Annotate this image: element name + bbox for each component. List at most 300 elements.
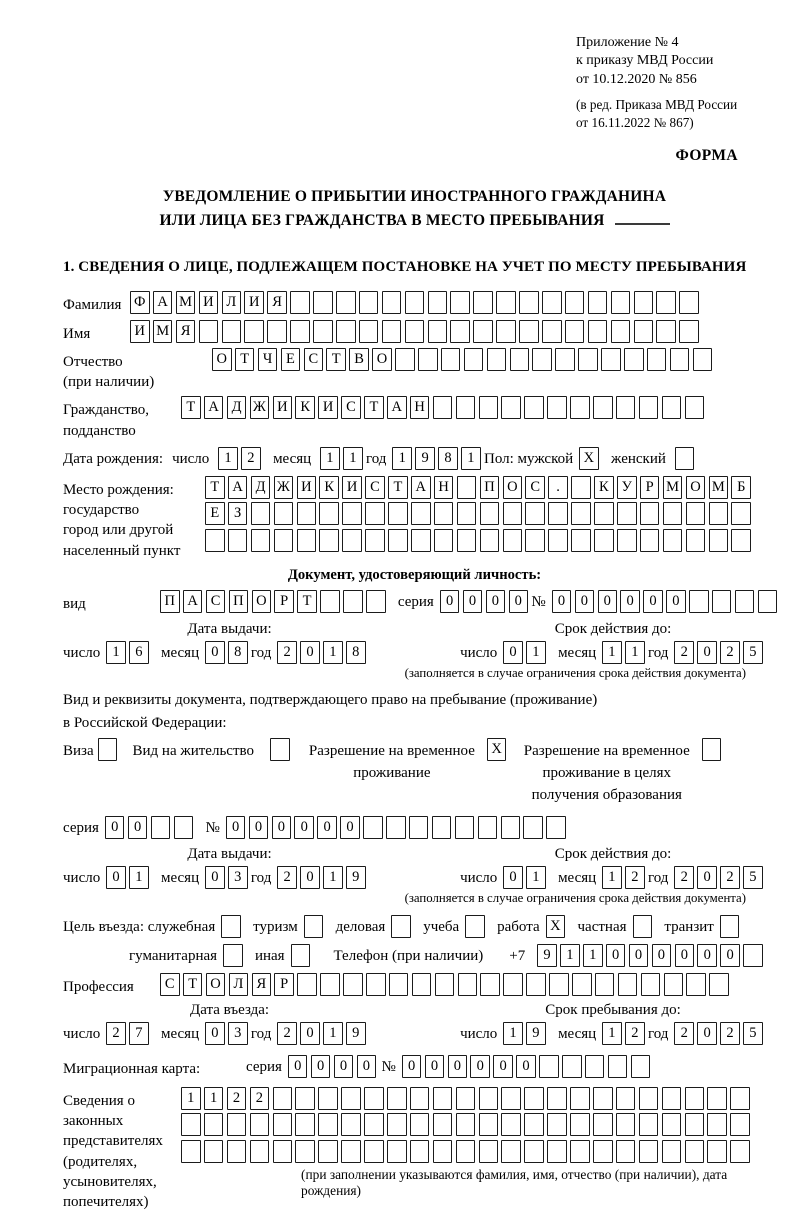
form-cell xyxy=(663,502,683,525)
form-cell xyxy=(640,502,660,525)
form-cell: 2 xyxy=(241,447,261,470)
form-cell xyxy=(319,529,339,552)
form-cell: О xyxy=(686,476,706,499)
form-cell xyxy=(519,320,539,343)
form-cell xyxy=(251,529,271,552)
form-cell xyxy=(501,396,521,419)
stay-day-cells[interactable] xyxy=(503,1022,549,1045)
form-cell xyxy=(295,1140,315,1163)
birth-day-cells[interactable] xyxy=(218,447,264,470)
form-cell: 1 xyxy=(461,447,481,470)
form-cell xyxy=(297,502,317,525)
form-cell: 0 xyxy=(226,816,246,839)
form-cell: 0 xyxy=(643,590,663,613)
form-cell: 2 xyxy=(720,866,740,889)
temp-permit-checkbox[interactable] xyxy=(487,738,510,761)
form-cell: 9 xyxy=(526,1022,546,1045)
form-cell xyxy=(313,291,333,314)
form-cell xyxy=(663,529,683,552)
form-cell xyxy=(624,348,644,371)
permit-issue-year-cells[interactable] xyxy=(277,866,369,889)
purpose-humanitarian-checkbox[interactable] xyxy=(223,944,246,967)
purpose-humanitarian-label: гуманитарная xyxy=(129,948,218,965)
form-cell xyxy=(555,348,575,371)
form-cell xyxy=(549,973,569,996)
form-cell: 1 xyxy=(602,641,622,664)
edu-permit-label: Разрешение на временное проживание в целях получения образования xyxy=(523,743,690,803)
form-cell: 1 xyxy=(323,641,343,664)
form-cell xyxy=(709,502,729,525)
form-cell: 9 xyxy=(415,447,435,470)
form-cell: 1 xyxy=(503,1022,523,1045)
form-cell: 1 xyxy=(323,866,343,889)
given-name-cells[interactable] xyxy=(130,320,702,343)
form-cell xyxy=(364,1140,384,1163)
form-cell xyxy=(199,320,219,343)
form-cell: В xyxy=(349,348,369,371)
form-cell xyxy=(382,291,402,314)
doc-issue-year-cells[interactable] xyxy=(277,641,369,664)
permit-valid-month-cells[interactable] xyxy=(602,866,648,889)
doc-number-label: № xyxy=(531,593,546,610)
day-label: число xyxy=(460,1025,498,1042)
form-cell xyxy=(664,973,684,996)
given-name-label: Имя xyxy=(63,325,91,342)
doc-series-label: серия xyxy=(397,593,434,610)
form-cell: 2 xyxy=(674,866,694,889)
form-cell xyxy=(181,1113,201,1136)
form-cell: А xyxy=(228,476,248,499)
form-cell: 2 xyxy=(277,1022,297,1045)
sex-female-checkbox[interactable] xyxy=(675,447,698,470)
form-cell: 0 xyxy=(448,1055,468,1078)
form-cell xyxy=(707,1087,727,1110)
form-cell xyxy=(450,320,470,343)
form-cell xyxy=(601,348,621,371)
purpose-work-label: работа xyxy=(497,919,540,936)
form-cell: А xyxy=(153,291,173,314)
form-cell: М xyxy=(176,291,196,314)
form-cell xyxy=(457,502,477,525)
form-label: ФОРМА xyxy=(675,147,738,165)
form-cell xyxy=(618,973,638,996)
form-cell xyxy=(712,590,732,613)
form-cell xyxy=(222,320,242,343)
day-label: число xyxy=(460,645,498,662)
form-cell: 0 xyxy=(503,866,523,889)
form-cell xyxy=(295,1113,315,1136)
form-cell: Д xyxy=(251,476,271,499)
migration-card-label: Миграционная карта: xyxy=(63,1060,201,1077)
doc-valid-year-cells[interactable] xyxy=(674,641,766,664)
purpose-study-label: учеба xyxy=(423,919,460,936)
residence-permit-checkbox[interactable] xyxy=(270,738,293,761)
form-cell xyxy=(386,816,406,839)
citizenship-row xyxy=(63,396,766,441)
doc-issue-month-cells[interactable] xyxy=(205,641,251,664)
form-cell: Т xyxy=(297,590,317,613)
form-cell: 0 xyxy=(106,866,126,889)
form-cell: 8 xyxy=(438,447,458,470)
purpose-official-checkbox[interactable] xyxy=(221,915,244,938)
form-cell: 0 xyxy=(294,816,314,839)
form-cell xyxy=(731,502,751,525)
form-cell xyxy=(458,973,478,996)
form-cell xyxy=(501,1140,521,1163)
form-cell xyxy=(98,738,118,761)
form-cell xyxy=(593,396,613,419)
form-cell: 0 xyxy=(249,816,269,839)
form-cell: Я xyxy=(267,291,287,314)
form-cell: О xyxy=(252,590,272,613)
representatives-note: (при заполнении указываются фамилия, имя, отчество (при наличии), дата рождения) xyxy=(301,1166,728,1198)
form-cell xyxy=(662,1113,682,1136)
birthplace-label: Место рождения: государство город или другой населенный пункт xyxy=(63,481,181,559)
permit-issue-month-cells[interactable] xyxy=(205,866,251,889)
entry-year-cells[interactable] xyxy=(277,1022,369,1045)
stay-year-cells[interactable] xyxy=(674,1022,766,1045)
form-cell xyxy=(304,915,324,938)
form-cell: 0 xyxy=(340,816,360,839)
form-cell xyxy=(433,1113,453,1136)
form-cell: И xyxy=(273,396,293,419)
form-cell xyxy=(405,291,425,314)
form-cell: И xyxy=(342,476,362,499)
form-cell xyxy=(758,590,778,613)
migration-card-row xyxy=(63,1055,766,1079)
birthplace-cells-row3[interactable] xyxy=(205,529,754,552)
permit-valid-note: (заполняется в случае ограничения срока действия документа) xyxy=(404,891,746,906)
year-label: год xyxy=(365,450,387,467)
form-cell xyxy=(686,529,706,552)
form-cell xyxy=(456,396,476,419)
visa-checkbox[interactable] xyxy=(98,738,121,761)
form-cell: С xyxy=(206,590,226,613)
revision-line: (в ред. Приказа МВД России xyxy=(576,97,738,113)
purpose-study-checkbox[interactable] xyxy=(465,915,488,938)
form-cell: Я xyxy=(252,973,272,996)
visa-label: Виза xyxy=(63,743,94,760)
form-cell xyxy=(366,973,386,996)
form-cell xyxy=(501,1087,521,1110)
patronymic-row xyxy=(63,348,766,393)
form-cell: 0 xyxy=(205,1022,225,1045)
form-cell xyxy=(457,529,477,552)
form-cell: 1 xyxy=(602,1022,622,1045)
purpose-other-checkbox[interactable] xyxy=(291,944,314,967)
doc-type-cells[interactable] xyxy=(160,590,389,613)
doc-valid-day-cells[interactable] xyxy=(503,641,549,664)
form-cell: 0 xyxy=(697,944,717,967)
form-cell: О xyxy=(372,348,392,371)
representatives-cells-row3[interactable] xyxy=(181,1140,766,1163)
birth-year-cells[interactable] xyxy=(392,447,484,470)
purpose-row xyxy=(63,915,766,938)
permit-series-label: серия xyxy=(63,820,99,837)
form-cell: О xyxy=(503,476,523,499)
form-cell xyxy=(675,447,695,470)
form-cell xyxy=(250,1113,270,1136)
form-cell xyxy=(479,1087,499,1110)
doc-issue-day-cells[interactable] xyxy=(106,641,152,664)
form-cell xyxy=(410,1113,430,1136)
form-cell xyxy=(634,320,654,343)
doc-valid-month-cells[interactable] xyxy=(602,641,648,664)
form-cell: Ф xyxy=(130,291,150,314)
day-label: число xyxy=(63,1025,101,1042)
year-label: год xyxy=(250,645,272,662)
birth-month-cells[interactable] xyxy=(320,447,366,470)
form-cell xyxy=(464,348,484,371)
profession-cells[interactable] xyxy=(160,973,732,996)
form-cell xyxy=(456,1087,476,1110)
form-cell: 0 xyxy=(516,1055,536,1078)
form-cell xyxy=(405,320,425,343)
form-cell: 0 xyxy=(666,590,686,613)
form-cell xyxy=(524,396,544,419)
form-cell: Ж xyxy=(250,396,270,419)
form-cell: 2 xyxy=(227,1087,247,1110)
form-cell xyxy=(480,529,500,552)
stay-month-cells[interactable] xyxy=(602,1022,648,1045)
form-cell xyxy=(387,1140,407,1163)
form-cell: Н xyxy=(410,396,430,419)
form-cell xyxy=(290,320,310,343)
purpose-tourism-checkbox[interactable] xyxy=(304,915,327,938)
month-label: месяц xyxy=(558,870,597,887)
phone-label: Телефон (при наличии) xyxy=(333,948,484,965)
doc-valid-until-caption: Срок действия до: xyxy=(554,621,672,638)
form-cell xyxy=(478,816,498,839)
form-cell: 1 xyxy=(323,1022,343,1045)
section1-heading: 1. СВЕДЕНИЯ О ЛИЦЕ, ПОДЛЕЖАЩЕМ ПОСТАНОВКЕ НА УЧЕТ ПО МЕСТУ ПРЕБЫВАНИЯ xyxy=(63,259,747,276)
entry-day-cells[interactable] xyxy=(106,1022,152,1045)
form-cell xyxy=(662,1140,682,1163)
form-cell xyxy=(611,291,631,314)
form-cell: 0 xyxy=(720,944,740,967)
form-cell xyxy=(318,1113,338,1136)
permit-valid-day-cells[interactable] xyxy=(503,866,549,889)
edu-permit-checkbox[interactable] xyxy=(702,738,725,761)
migr-series-cells[interactable] xyxy=(288,1055,380,1078)
form-cell xyxy=(730,1113,750,1136)
form-cell xyxy=(227,1113,247,1136)
form-cell: 3 xyxy=(228,866,248,889)
form-cell xyxy=(588,291,608,314)
form-cell: И xyxy=(297,476,317,499)
purpose-transit-checkbox[interactable] xyxy=(720,915,743,938)
form-cell xyxy=(548,502,568,525)
appendix-line: от 10.12.2020 № 856 xyxy=(576,71,697,87)
form-cell xyxy=(343,973,363,996)
form-cell: К xyxy=(319,476,339,499)
form-cell xyxy=(656,320,676,343)
form-cell xyxy=(585,1055,605,1078)
form-cell xyxy=(433,1087,453,1110)
form-cell: Е xyxy=(281,348,301,371)
form-cell xyxy=(685,1087,705,1110)
form-cell: И xyxy=(199,291,219,314)
representatives-cells-row1[interactable] xyxy=(181,1087,766,1110)
appendix-line: Приложение № 4 xyxy=(576,35,679,50)
form-cell xyxy=(366,590,386,613)
form-cell: 1 xyxy=(392,447,412,470)
form-cell xyxy=(457,476,477,499)
form-cell xyxy=(631,1055,651,1078)
form-cell xyxy=(465,915,485,938)
edu-permit-item xyxy=(524,738,725,806)
form-cell: 0 xyxy=(620,590,640,613)
form-cell xyxy=(480,502,500,525)
form-cell xyxy=(341,1113,361,1136)
form-cell xyxy=(389,973,409,996)
purpose-row2 xyxy=(129,944,766,967)
form-cell: 2 xyxy=(674,641,694,664)
form-cell xyxy=(251,502,271,525)
sex-female-label: женский xyxy=(611,450,666,467)
form-title xyxy=(63,185,766,233)
year-label: год xyxy=(647,645,669,662)
form-cell xyxy=(274,529,294,552)
form-cell xyxy=(318,1140,338,1163)
day-label: число xyxy=(63,645,101,662)
representatives-cells-row2[interactable] xyxy=(181,1113,766,1136)
form-cell: X xyxy=(487,738,507,761)
form-cell: Т xyxy=(183,973,203,996)
migr-number-cells[interactable] xyxy=(402,1055,654,1078)
form-cell: Б xyxy=(731,476,751,499)
form-cell: 0 xyxy=(300,641,320,664)
form-cell xyxy=(572,973,592,996)
patronymic-cells[interactable] xyxy=(212,348,716,371)
day-label: число xyxy=(63,870,101,887)
profession-row xyxy=(63,973,766,997)
year-label: год xyxy=(250,1025,272,1042)
form-cell xyxy=(363,816,383,839)
purpose-work-checkbox[interactable] xyxy=(546,915,569,938)
form-cell xyxy=(593,1140,613,1163)
form-cell: 2 xyxy=(250,1087,270,1110)
permit-number-cells[interactable] xyxy=(226,816,569,839)
form-cell: 0 xyxy=(509,590,529,613)
form-cell xyxy=(616,1140,636,1163)
form-title-line2: ИЛИ ЛИЦА БЕЗ ГРАЖДАНСТВА В МЕСТО ПРЕБЫВАНИЯ xyxy=(63,209,766,233)
form-cell: 0 xyxy=(205,866,225,889)
form-cell xyxy=(679,291,699,314)
form-cell xyxy=(503,502,523,525)
form-cell xyxy=(709,529,729,552)
purpose-transit-label: транзит xyxy=(664,919,714,936)
form-cell xyxy=(593,1113,613,1136)
form-cell xyxy=(441,348,461,371)
form-cell xyxy=(656,291,676,314)
form-cell: Т xyxy=(364,396,384,419)
form-cell xyxy=(639,1087,659,1110)
citizenship-cells[interactable] xyxy=(181,396,707,419)
form-cell: О xyxy=(206,973,226,996)
entry-month-cells[interactable] xyxy=(205,1022,251,1045)
month-label: месяц xyxy=(161,645,200,662)
form-cell xyxy=(524,1087,544,1110)
form-cell: Я xyxy=(176,320,196,343)
form-cell xyxy=(223,944,243,967)
permit-series-row xyxy=(63,816,766,839)
form-cell xyxy=(412,973,432,996)
form-cell xyxy=(487,348,507,371)
form-cell xyxy=(524,1140,544,1163)
form-cell: А xyxy=(387,396,407,419)
form-cell xyxy=(428,320,448,343)
form-cell xyxy=(595,973,615,996)
doc-number-cells[interactable] xyxy=(552,590,781,613)
form-cell xyxy=(547,1113,567,1136)
day-label: число xyxy=(460,870,498,887)
form-cell xyxy=(588,320,608,343)
form-cell xyxy=(204,1140,224,1163)
form-cell: С xyxy=(525,476,545,499)
form-cell xyxy=(428,291,448,314)
representatives-row xyxy=(63,1087,766,1212)
form-cell xyxy=(524,1113,544,1136)
form-cell xyxy=(542,320,562,343)
form-cell: 8 xyxy=(346,641,366,664)
form-cell xyxy=(702,738,722,761)
sex-male-checkbox[interactable] xyxy=(579,447,602,470)
form-cell: 0 xyxy=(697,1022,717,1045)
form-cell xyxy=(565,291,585,314)
sex-male-label: Пол: мужской xyxy=(484,450,574,467)
permit-valid-year-cells[interactable] xyxy=(674,866,766,889)
form-cell: П xyxy=(160,590,180,613)
permit-series-cells[interactable] xyxy=(105,816,197,839)
form-cell: 0 xyxy=(288,1055,308,1078)
form-cell xyxy=(633,915,653,938)
appendix-header xyxy=(576,34,766,131)
form-cell: С xyxy=(304,348,324,371)
permit-issue-day-cells[interactable] xyxy=(106,866,152,889)
form-cell xyxy=(295,1087,315,1110)
doc-series-cells[interactable] xyxy=(440,590,532,613)
form-cell: 1 xyxy=(181,1087,201,1110)
form-cell xyxy=(670,348,690,371)
form-cell xyxy=(456,1140,476,1163)
form-cell xyxy=(410,1087,430,1110)
form-cell xyxy=(547,1087,567,1110)
form-cell xyxy=(250,1140,270,1163)
form-cell xyxy=(565,320,585,343)
revision-line: от 16.11.2022 № 867) xyxy=(576,114,694,130)
form-cell xyxy=(364,1087,384,1110)
form-cell xyxy=(496,291,516,314)
purpose-business-checkbox[interactable] xyxy=(391,915,414,938)
month-label: месяц xyxy=(161,870,200,887)
birthplace-cells-row2[interactable] xyxy=(205,502,754,525)
form-cell xyxy=(686,502,706,525)
form-cell: 6 xyxy=(129,641,149,664)
surname-cells[interactable] xyxy=(130,291,702,314)
form-cell xyxy=(547,396,567,419)
purpose-private-checkbox[interactable] xyxy=(633,915,656,938)
phone-cells[interactable] xyxy=(537,944,766,967)
form-cell xyxy=(616,396,636,419)
birthplace-cells-row1[interactable] xyxy=(205,476,754,499)
form-cell: 0 xyxy=(128,816,148,839)
given-name-row xyxy=(63,320,766,344)
form-cell xyxy=(479,1113,499,1136)
form-cell: 2 xyxy=(720,1022,740,1045)
form-cell xyxy=(570,1140,590,1163)
form-cell: 5 xyxy=(743,866,763,889)
